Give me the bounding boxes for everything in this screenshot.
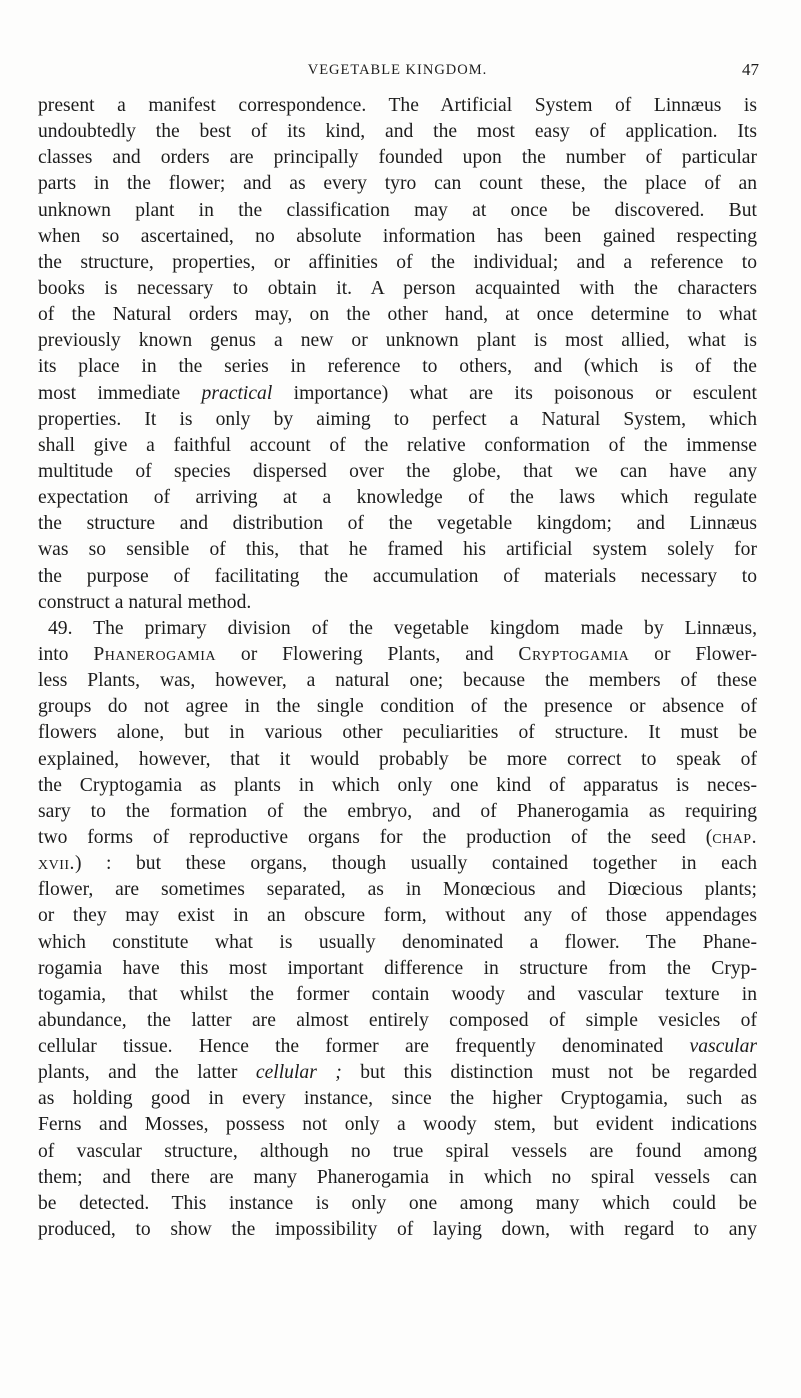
text-line: explained, however, that it would probably be more correct to speak of bbox=[38, 748, 757, 770]
text-line: two forms of reproductive organs for the production of the seed (chap. bbox=[38, 826, 757, 848]
text-line: undoubtedly the best of its kind, and the most easy of application. Its bbox=[38, 121, 757, 143]
text-line: classes and orders are principally founded upon the number of particular bbox=[38, 147, 757, 169]
italic-term: practical bbox=[201, 382, 273, 404]
text-line: books is necessary to obtain it. A person acquainted with the characters bbox=[38, 277, 757, 299]
text-line: most immediate practical importance) what are its poisonous or esculent bbox=[38, 382, 757, 404]
text-line: flowers alone, but in various other peculiarities of structure. It must be bbox=[38, 722, 757, 744]
text-line: Ferns and Mosses, possess not only a woody stem, but evident indications bbox=[38, 1114, 757, 1136]
text-line: into Phanerogamia or Flowering Plants, and Cryptogamia or Flower- bbox=[38, 643, 757, 665]
text-line: unknown plant in the classification may at once be discovered. But bbox=[38, 199, 757, 221]
text-line: less Plants, was, however, a natural one; because the members of these bbox=[38, 670, 757, 692]
page-number: 47 bbox=[742, 60, 759, 79]
text-line: 49. The primary division of the vegetable kingdom made by Linnæus, bbox=[48, 617, 757, 639]
text-line: the structure and distribution of the vegetable kingdom; and Linnæus bbox=[38, 513, 757, 535]
text-line: rogamia have this most important difference in structure from the Cryp- bbox=[38, 957, 757, 979]
italic-term: cellular ; bbox=[255, 1062, 342, 1084]
text-line: previously known genus a new or unknown plant is most allied, what is bbox=[38, 330, 757, 352]
text-line: multitude of species dispersed over the globe, that we can have any bbox=[38, 460, 757, 482]
text-line: shall give a faithful account of the relative conformation of the immense bbox=[38, 434, 757, 456]
body-text bbox=[38, 93, 757, 1243]
small-caps-term: chap. bbox=[712, 826, 757, 848]
text-line: of vascular structure, although no true spiral vessels are found among bbox=[38, 1140, 757, 1162]
text-line: properties. It is only by aiming to perfect a Natural System, which bbox=[38, 408, 757, 430]
text-line: the structure, properties, or affinities of the individual; and a reference to bbox=[38, 251, 757, 273]
text-line: construct a natural method. bbox=[38, 591, 252, 613]
text-line: togamia, that whilst the former contain woody and vascular texture in bbox=[38, 983, 757, 1005]
text-line: the purpose of facilitating the accumulation of materials necessary to bbox=[38, 565, 757, 587]
text-line: when so ascertained, no absolute information has been gained respecting bbox=[38, 225, 757, 247]
text-line: be detected. This instance is only one among many which could be bbox=[38, 1192, 757, 1214]
text-line: plants, and the latter cellular ; but this distinction must not be regarded bbox=[38, 1062, 757, 1084]
text-line: them; and there are many Phanerogamia in which no spiral vessels can bbox=[38, 1166, 757, 1188]
text-line: groups do not agree in the single condition of the presence or absence of bbox=[38, 696, 757, 718]
small-caps-term: xvii. bbox=[38, 853, 75, 875]
text-line: sary to the formation of the embryo, and of Phanerogamia as requiring bbox=[38, 800, 757, 822]
text-line: flower, are sometimes separated, as in Monœcious and Diœcious plants; bbox=[38, 879, 757, 901]
text-line: present a manifest correspondence. The Artificial System of Linnæus is bbox=[38, 95, 757, 116]
italic-term: vascular bbox=[689, 1036, 757, 1058]
text-line: was so sensible of this, that he framed his artificial system solely for bbox=[38, 539, 757, 561]
text-line: as holding good in every instance, since the higher Cryptogamia, such as bbox=[38, 1088, 757, 1110]
running-title: VEGETABLE KINGDOM. bbox=[307, 62, 488, 78]
text-line: expectation of arriving at a knowledge of the laws which regulate bbox=[38, 487, 757, 509]
text-line: its place in the series in reference to others, and (which is of the bbox=[38, 356, 757, 378]
text-line: the Cryptogamia as plants in which only one kind of apparatus is neces- bbox=[38, 774, 757, 796]
text-line: cellular tissue. Hence the former are frequently denominated vascular bbox=[38, 1036, 757, 1058]
running-head bbox=[38, 62, 757, 84]
text-line: produced, to show the impossibility of laying down, with regard to any bbox=[38, 1219, 757, 1241]
text-line: parts in the flower; and as every tyro can count these, the place of an bbox=[38, 173, 757, 195]
text-line: abundance, the latter are almost entirely composed of simple vesicles of bbox=[38, 1009, 757, 1031]
text-line: or they may exist in an obscure form, without any of those appendages bbox=[38, 905, 757, 927]
text-line: xvii.) : but these organs, though usually contained together in each bbox=[38, 853, 757, 875]
small-caps-term: Phanerogamia bbox=[93, 643, 217, 665]
text-line: which constitute what is usually denominated a flower. The Phane- bbox=[38, 931, 757, 953]
text-line: of the Natural orders may, on the other hand, at once determine to what bbox=[38, 304, 757, 326]
small-caps-term: Cryptogamia bbox=[518, 643, 630, 665]
